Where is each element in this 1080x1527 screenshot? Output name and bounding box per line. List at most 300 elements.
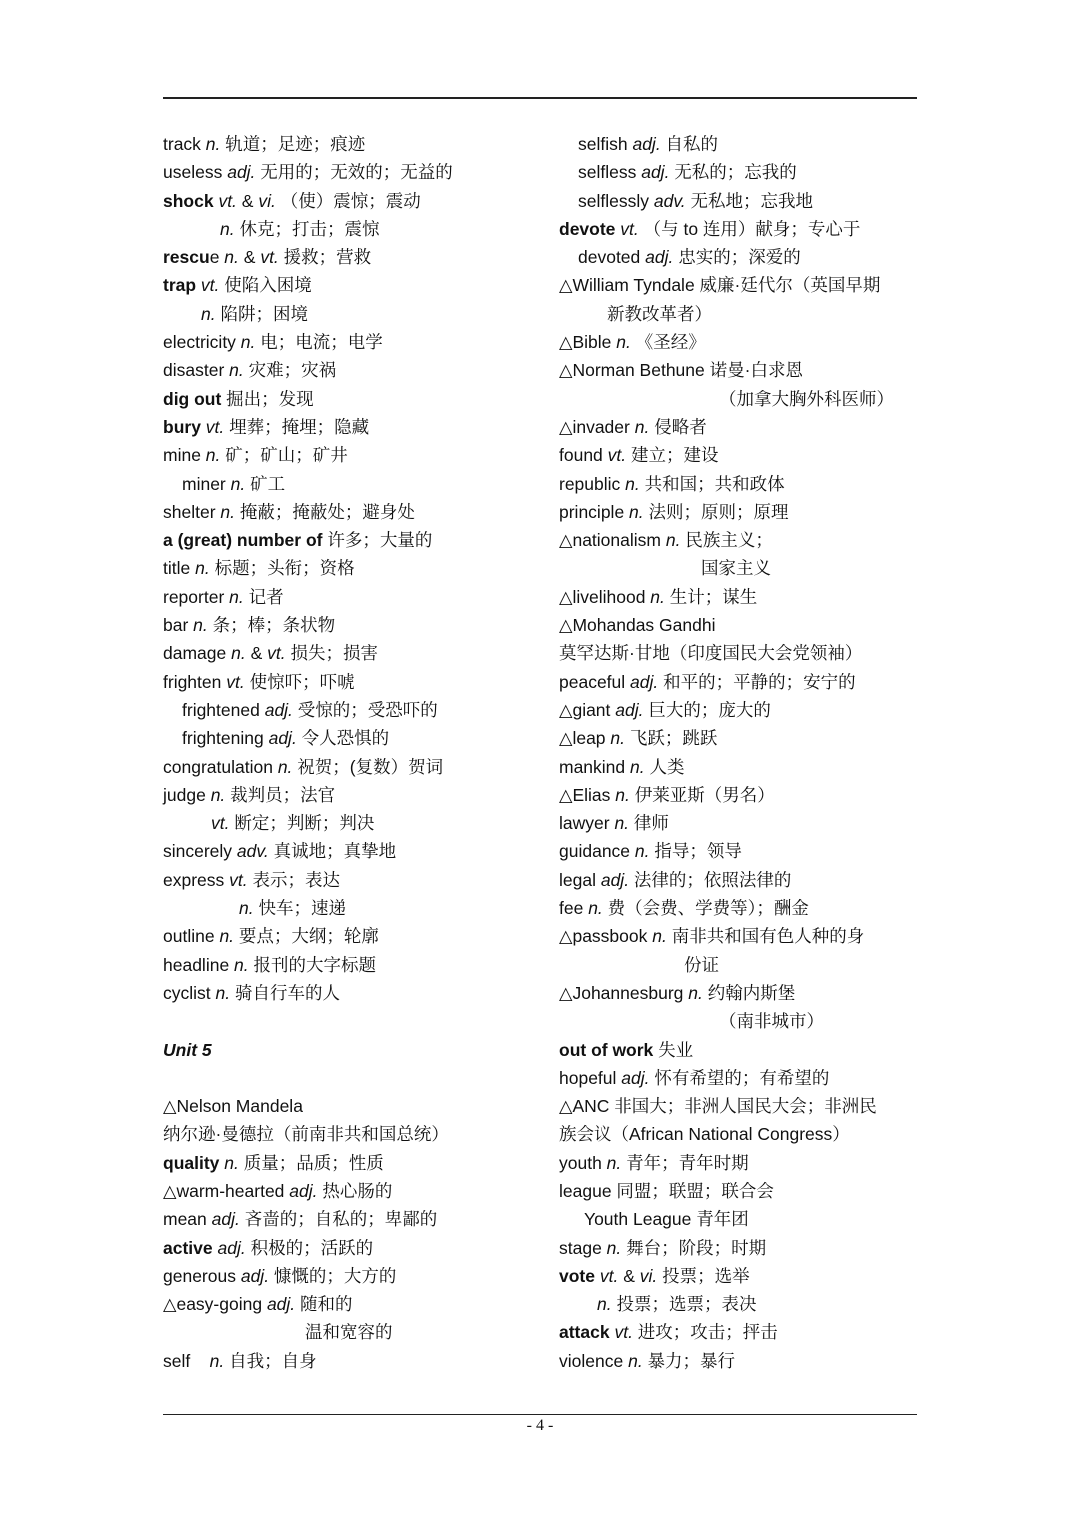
entry-text: mine bbox=[163, 445, 201, 466]
entry-text: 记者 bbox=[243, 586, 284, 607]
entry-text: 族会议（African National Congress） bbox=[559, 1124, 850, 1145]
entry-text: 生计；谋生 bbox=[664, 586, 758, 607]
part-of-speech: vt. bbox=[213, 190, 237, 211]
entry-text: 条；棒；条状物 bbox=[207, 615, 336, 636]
entry-text: 青年团 bbox=[691, 1209, 749, 1230]
vocab-entry bbox=[163, 243, 543, 271]
part-of-speech: adj. bbox=[616, 1067, 650, 1088]
entry-text: 矿；矿山；矿井 bbox=[220, 445, 348, 466]
entry-text: （加拿大胸外科医师） bbox=[719, 388, 894, 409]
vocab-entry bbox=[163, 951, 543, 979]
part-of-speech: n. bbox=[229, 954, 249, 975]
entry-text: 休克；打击；震惊 bbox=[234, 218, 380, 239]
entry-text: （南非城市） bbox=[719, 1011, 824, 1032]
part-of-speech: n. bbox=[215, 501, 235, 522]
vocab-entry bbox=[163, 1120, 543, 1148]
vocab-entry bbox=[559, 1007, 921, 1035]
entry-text: 灾难；灾祸 bbox=[243, 360, 337, 381]
vocab-entry bbox=[559, 837, 921, 865]
entry-text: △warm-hearted bbox=[163, 1180, 285, 1201]
vocab-entry bbox=[163, 583, 543, 611]
vocab-entry bbox=[559, 1177, 921, 1205]
vocab-entry bbox=[163, 554, 543, 582]
part-of-speech: n. bbox=[210, 982, 231, 1003]
vocab-entry bbox=[559, 554, 921, 582]
vocab-entry bbox=[559, 922, 921, 950]
entry-text: 共和国；共和政体 bbox=[639, 473, 785, 494]
entry-text: 标题；头衔；资格 bbox=[209, 558, 355, 579]
entry-text: cyclist bbox=[163, 982, 211, 1003]
entry-text: selflessly bbox=[578, 190, 649, 211]
entry-text: 进攻；攻击；抨击 bbox=[632, 1322, 778, 1343]
entry-text: 自我；自身 bbox=[224, 1350, 317, 1371]
part-of-speech: n. bbox=[190, 558, 210, 579]
entry-text: 《圣经》 bbox=[630, 332, 706, 353]
vocab-entry bbox=[559, 470, 921, 498]
entry-text: △William Tyndale bbox=[559, 275, 695, 296]
entry-text: 费（会费、学费等）；酬金 bbox=[602, 898, 809, 919]
vocab-entry bbox=[559, 639, 921, 667]
entry-text: express bbox=[163, 869, 225, 890]
part-of-speech: n. bbox=[610, 784, 630, 805]
entry-text: frightening bbox=[182, 728, 264, 749]
part-of-speech: adj. bbox=[263, 728, 297, 749]
part-of-speech: n. bbox=[623, 1350, 643, 1371]
part-of-speech: n. bbox=[224, 586, 244, 607]
entry-text: youth bbox=[559, 1152, 602, 1173]
part-of-speech: adv. bbox=[232, 841, 269, 862]
entry-text: △ANC bbox=[559, 1096, 610, 1117]
part-of-speech: n. bbox=[188, 615, 208, 636]
part-of-speech: n. bbox=[645, 586, 665, 607]
entry-text: 纳尔逊·曼德拉（前南非共和国总统） bbox=[163, 1124, 449, 1145]
part-of-speech: adj. bbox=[235, 1265, 270, 1286]
vocab-entry bbox=[559, 526, 921, 554]
vocab-entry bbox=[559, 724, 921, 752]
entry-text: fee bbox=[559, 898, 584, 919]
entry-text: 使陷入困境 bbox=[219, 275, 312, 296]
vocab-entry bbox=[559, 356, 921, 384]
part-of-speech: n. bbox=[609, 813, 630, 834]
entry-text: self bbox=[163, 1350, 191, 1371]
part-of-speech: adj. bbox=[625, 671, 659, 692]
entry-text: 和平的；平静的；安宁的 bbox=[658, 671, 856, 692]
footer-rule bbox=[163, 1414, 917, 1415]
vocab-entry bbox=[559, 243, 921, 271]
entry-text: 指导；领导 bbox=[649, 841, 742, 862]
entry-text: 质量；品质；性质 bbox=[238, 1152, 384, 1173]
entry-text: 令人恐惧的 bbox=[296, 728, 390, 749]
vocab-entry bbox=[559, 583, 921, 611]
entry-text: 非国大；非洲人国民大会；非洲民 bbox=[609, 1096, 877, 1117]
part-of-speech: vt. bbox=[196, 275, 220, 296]
entry-text: 新教改革者） bbox=[607, 303, 712, 324]
vocab-entry bbox=[163, 837, 543, 865]
part-of-speech: n. bbox=[220, 218, 235, 239]
entry-text: 随和的 bbox=[295, 1294, 353, 1315]
entry-text: 投票；选举 bbox=[657, 1265, 750, 1286]
entry-text: damage bbox=[163, 643, 227, 664]
entry-text: △Johannesburg bbox=[559, 982, 684, 1003]
part-of-speech: n. bbox=[605, 728, 626, 749]
vocab-entry bbox=[163, 271, 543, 299]
vocab-entry bbox=[163, 1347, 543, 1375]
entry-text: reporter bbox=[163, 586, 225, 607]
part-of-speech: n. bbox=[597, 1294, 612, 1315]
part-of-speech: vt. bbox=[260, 247, 279, 268]
blank-line bbox=[163, 1064, 543, 1092]
entry-text: △Norman Bethune bbox=[559, 360, 705, 381]
vocab-entry bbox=[559, 1290, 921, 1318]
part-of-speech: adj. bbox=[636, 162, 670, 183]
vocab-entry bbox=[559, 498, 921, 526]
entry-text: 无私地；忘我地 bbox=[685, 190, 814, 211]
entry-text: track bbox=[163, 134, 201, 154]
entry-text: 骑自行车的人 bbox=[230, 982, 340, 1003]
entry-text: △invader bbox=[559, 416, 630, 437]
vocab-entry bbox=[559, 668, 921, 696]
entry-text: lawyer bbox=[559, 813, 610, 834]
blank-line bbox=[163, 1007, 543, 1035]
part-of-speech: adj. bbox=[206, 1209, 240, 1230]
part-of-speech: adj. bbox=[595, 869, 630, 890]
vocab-entry bbox=[559, 1234, 921, 1262]
vocab-entry bbox=[163, 639, 543, 667]
vocab-entry bbox=[559, 979, 921, 1007]
headword: bury bbox=[163, 416, 201, 437]
entry-text: legal bbox=[559, 869, 596, 890]
entry-text: 祝贺；(复数）贺词 bbox=[292, 756, 444, 777]
entry-text: hopeful bbox=[559, 1067, 617, 1088]
vocab-entry bbox=[163, 1262, 543, 1290]
entry-text: △leap bbox=[559, 728, 606, 749]
part-of-speech: n. bbox=[214, 926, 235, 947]
vocab-entry bbox=[163, 611, 543, 639]
entry-text: 法则；原则；原理 bbox=[643, 501, 789, 522]
part-of-speech: n. bbox=[272, 756, 293, 777]
part-of-speech: adj. bbox=[262, 1294, 296, 1315]
entry-text: violence bbox=[559, 1350, 624, 1371]
vocab-entry bbox=[163, 498, 543, 526]
entry-text: △nationalism bbox=[559, 530, 661, 551]
vocab-entry bbox=[163, 809, 543, 837]
vocab-entry bbox=[559, 271, 921, 299]
entry-text: devoted bbox=[578, 247, 641, 268]
vocab-entry bbox=[163, 753, 543, 781]
headword: dig out bbox=[163, 388, 222, 409]
entry-text: 飞跃；跳跃 bbox=[625, 728, 718, 749]
entry-text: △easy-going bbox=[163, 1294, 263, 1315]
vocab-entry bbox=[163, 413, 543, 441]
entry-text: league bbox=[559, 1180, 612, 1201]
entry-text: 自私的 bbox=[660, 134, 719, 154]
headword: quality bbox=[163, 1152, 220, 1173]
vocab-entry bbox=[163, 130, 543, 158]
entry-text: 投票；选票；表决 bbox=[611, 1294, 757, 1315]
vocab-entry bbox=[559, 130, 921, 158]
entry-text: headline bbox=[163, 954, 230, 975]
headword: a (great) number of bbox=[163, 530, 323, 551]
part-of-speech: n. bbox=[620, 473, 640, 494]
vocab-entry bbox=[559, 1149, 921, 1177]
entry-text: congratulation bbox=[163, 756, 273, 777]
entry-text: selfish bbox=[578, 134, 628, 154]
entry-text: 热心肠的 bbox=[317, 1180, 393, 1201]
vocab-entry bbox=[559, 385, 921, 413]
entry-text: found bbox=[559, 445, 603, 466]
entry-text: 无用的；无效的；无益的 bbox=[255, 162, 453, 183]
entry-text: △Mohandas Gandhi bbox=[559, 615, 716, 636]
entry-text: miner bbox=[182, 473, 226, 494]
entry-text: 诺曼·白求恩 bbox=[704, 360, 803, 381]
entry-text: △livelihood bbox=[559, 586, 646, 607]
entry-text: 巨大的；庞大的 bbox=[643, 699, 771, 720]
headword: devote bbox=[559, 218, 616, 239]
part-of-speech: vt. bbox=[211, 813, 230, 834]
part-of-speech: vt. bbox=[594, 1265, 619, 1286]
vocab-entry bbox=[559, 1036, 921, 1064]
vocab-entry bbox=[559, 158, 921, 186]
entry-text: 埋葬；掩埋；隐藏 bbox=[224, 416, 370, 437]
vocab-entry bbox=[559, 866, 921, 894]
headword: vote bbox=[559, 1265, 595, 1286]
vocab-entry bbox=[559, 809, 921, 837]
entry-text: 法律的；依照法律的 bbox=[629, 869, 792, 890]
entry-text: 莫罕达斯·甘地（印度国民大会党领袖） bbox=[559, 643, 863, 664]
entry-text: 民族主义； bbox=[680, 530, 773, 551]
part-of-speech: n. bbox=[630, 841, 650, 862]
part-of-speech: n. bbox=[190, 1350, 225, 1371]
entry-text: e bbox=[209, 247, 220, 268]
vocab-entry bbox=[163, 1318, 543, 1346]
entry-text: principle bbox=[559, 501, 625, 522]
entry-text: 伊莱亚斯（男名） bbox=[629, 784, 775, 805]
vocab-entry bbox=[163, 922, 543, 950]
part-of-speech: adj. bbox=[212, 1237, 246, 1258]
entry-text: 轨道；足迹；痕迹 bbox=[220, 134, 366, 154]
part-of-speech: n. bbox=[601, 1237, 622, 1258]
vocab-entry bbox=[163, 356, 543, 384]
vocab-entry bbox=[559, 894, 921, 922]
entry-text: 援救；营救 bbox=[278, 247, 372, 268]
part-of-speech: n. bbox=[219, 1152, 239, 1173]
entry-text: 约翰内斯堡 bbox=[702, 982, 796, 1003]
entry-text: 慷慨的；大方的 bbox=[269, 1265, 397, 1286]
entry-text: 青年；青年时期 bbox=[621, 1152, 749, 1173]
entry-text: 份证 bbox=[684, 954, 719, 975]
entry-text: 无私的；忘我的 bbox=[669, 162, 797, 183]
vocab-entry bbox=[163, 1177, 543, 1205]
headword: active bbox=[163, 1237, 213, 1258]
entry-text: & bbox=[245, 643, 268, 664]
entry-text: 建立；建设 bbox=[626, 445, 719, 466]
entry-text: △Nelson Mandela bbox=[163, 1096, 303, 1117]
entry-text: 裁判员；法官 bbox=[225, 784, 336, 805]
part-of-speech: adj. bbox=[627, 134, 661, 154]
vocab-entry bbox=[163, 1234, 543, 1262]
part-of-speech: n. bbox=[683, 982, 703, 1003]
part-of-speech: n. bbox=[226, 643, 246, 664]
part-of-speech: adj. bbox=[222, 162, 256, 183]
entry-text: shelter bbox=[163, 501, 216, 522]
entry-text: guidance bbox=[559, 841, 631, 862]
entry-text: stage bbox=[559, 1237, 602, 1258]
part-of-speech: vt. bbox=[609, 1322, 633, 1343]
vocab-entry bbox=[163, 1036, 543, 1064]
entry-text: electricity bbox=[163, 332, 236, 353]
part-of-speech: adj. bbox=[640, 247, 674, 268]
part-of-speech: n. bbox=[660, 530, 681, 551]
entry-text: judge bbox=[163, 784, 206, 805]
entry-text: frightened bbox=[182, 699, 260, 720]
part-of-speech: n. bbox=[235, 332, 256, 353]
entry-text: △Elias bbox=[559, 784, 611, 805]
vocab-entry bbox=[163, 526, 543, 554]
entry-text: 南非共和国有色人种的身 bbox=[666, 926, 865, 947]
vocab-entry bbox=[559, 328, 921, 356]
entry-text: 掩蔽；掩蔽处；避身处 bbox=[235, 501, 415, 522]
vocab-entry bbox=[559, 1064, 921, 1092]
headword: out of work bbox=[559, 1039, 654, 1060]
part-of-speech: n. bbox=[219, 247, 239, 268]
part-of-speech: adv. bbox=[649, 190, 686, 211]
headword: attack bbox=[559, 1322, 610, 1343]
entry-text: 国家主义 bbox=[701, 558, 771, 579]
entry-text: 侵略者 bbox=[649, 416, 707, 437]
unit-heading: Unit 5 bbox=[163, 1039, 212, 1060]
entry-text: frighten bbox=[163, 671, 222, 692]
entry-text: 电；电流；电学 bbox=[255, 332, 383, 353]
entry-text: 律师 bbox=[629, 813, 669, 834]
headword: trap bbox=[163, 275, 197, 296]
entry-text: & bbox=[618, 1265, 640, 1286]
part-of-speech: n. bbox=[601, 1152, 622, 1173]
entry-text: 舞台；阶段；时期 bbox=[621, 1237, 767, 1258]
vocab-entry bbox=[559, 1205, 921, 1233]
vocab-entry bbox=[559, 696, 921, 724]
entry-text: 人类 bbox=[644, 756, 685, 777]
vocab-entry bbox=[163, 668, 543, 696]
entry-text: outline bbox=[163, 926, 215, 947]
entry-text: 怀有希望的；有希望的 bbox=[649, 1067, 830, 1088]
vocab-entry bbox=[163, 1092, 543, 1120]
vocab-entry bbox=[559, 1262, 921, 1290]
part-of-speech: n. bbox=[629, 416, 650, 437]
part-of-speech: vt. bbox=[200, 416, 225, 437]
entry-text: 吝啬的；自私的；卑鄙的 bbox=[239, 1209, 438, 1230]
vocab-entry bbox=[559, 781, 921, 809]
vocab-entry bbox=[559, 611, 921, 639]
vocab-entry bbox=[163, 470, 543, 498]
entry-text: sincerely bbox=[163, 841, 233, 862]
part-of-speech: vt. bbox=[602, 445, 627, 466]
part-of-speech: vt. bbox=[224, 869, 248, 890]
vocab-entry bbox=[559, 441, 921, 469]
entry-text: 快车；速递 bbox=[253, 898, 346, 919]
part-of-speech: vt. bbox=[267, 643, 286, 664]
part-of-speech: n. bbox=[201, 303, 216, 324]
entry-text: peaceful bbox=[559, 671, 626, 692]
entry-text: disaster bbox=[163, 360, 225, 381]
part-of-speech: vi. bbox=[639, 1265, 658, 1286]
entry-text: 真诚地；真挚地 bbox=[268, 841, 397, 862]
vocab-entry bbox=[163, 215, 543, 243]
vocab-entry bbox=[163, 441, 543, 469]
entry-text: △Bible bbox=[559, 332, 612, 353]
part-of-speech: n. bbox=[239, 898, 254, 919]
entry-text: 温和宽容的 bbox=[305, 1322, 393, 1343]
entry-text: bar bbox=[163, 615, 189, 636]
vocab-entry bbox=[559, 1092, 921, 1120]
vocab-entry bbox=[559, 1347, 921, 1375]
part-of-speech: n. bbox=[583, 898, 603, 919]
headword: rescu bbox=[163, 247, 210, 268]
entry-text: Youth League bbox=[584, 1209, 692, 1230]
vocab-entry bbox=[559, 300, 921, 328]
entry-text: 忠实的；深爱的 bbox=[673, 247, 801, 268]
part-of-speech: adj. bbox=[259, 699, 293, 720]
vocab-entry bbox=[163, 1290, 543, 1318]
part-of-speech: adj. bbox=[610, 699, 644, 720]
entry-text: 损失；损害 bbox=[285, 643, 378, 664]
entry-text: selfless bbox=[578, 162, 637, 183]
entry-text: 积极的；活跃的 bbox=[245, 1237, 374, 1258]
vocab-entry bbox=[163, 158, 543, 186]
entry-text: 失业 bbox=[653, 1039, 694, 1060]
entry-text: 掘出；发现 bbox=[221, 388, 314, 409]
entry-text: title bbox=[163, 558, 191, 579]
vocab-entry bbox=[559, 215, 921, 243]
entry-text: 威廉·廷代尔（英国早期 bbox=[694, 275, 881, 296]
part-of-speech: n. bbox=[625, 756, 645, 777]
vocab-entry bbox=[163, 866, 543, 894]
part-of-speech: n. bbox=[624, 501, 644, 522]
part-of-speech: n. bbox=[200, 134, 221, 154]
vocab-entry bbox=[163, 1149, 543, 1177]
entry-text: △passbook bbox=[559, 926, 648, 947]
vocab-entry bbox=[163, 724, 543, 752]
right-column bbox=[559, 130, 921, 1375]
headword: shock bbox=[163, 190, 214, 211]
part-of-speech: n. bbox=[611, 332, 631, 353]
vocab-entry bbox=[163, 894, 543, 922]
vocab-entry bbox=[559, 187, 921, 215]
entry-text: mean bbox=[163, 1209, 207, 1230]
vocab-entry bbox=[163, 979, 543, 1007]
header-rule bbox=[163, 97, 917, 99]
entry-text: （与 to 连用）献身；专心于 bbox=[638, 218, 861, 239]
vocab-entry bbox=[163, 300, 543, 328]
vocab-entry bbox=[559, 413, 921, 441]
entry-text: republic bbox=[559, 473, 621, 494]
entry-text: 使惊吓；吓唬 bbox=[244, 671, 355, 692]
entry-text: & bbox=[236, 190, 259, 211]
part-of-speech: vt. bbox=[221, 671, 245, 692]
entry-text: 受惊的；受恐吓的 bbox=[292, 699, 438, 720]
entry-text: 许多；大量的 bbox=[322, 530, 433, 551]
entry-text: 同盟；联盟；联合会 bbox=[611, 1180, 774, 1201]
vocab-entry bbox=[163, 328, 543, 356]
vocab-entry bbox=[163, 385, 543, 413]
entry-text: 报刊的大字标题 bbox=[248, 954, 377, 975]
vocab-entry bbox=[559, 951, 921, 979]
entry-text: 矿工 bbox=[245, 473, 286, 494]
part-of-speech: vt. bbox=[615, 218, 639, 239]
entry-text: generous bbox=[163, 1265, 236, 1286]
vocab-entry bbox=[163, 781, 543, 809]
page-number: - 4 - bbox=[526, 1417, 554, 1434]
part-of-speech: n. bbox=[225, 473, 246, 494]
